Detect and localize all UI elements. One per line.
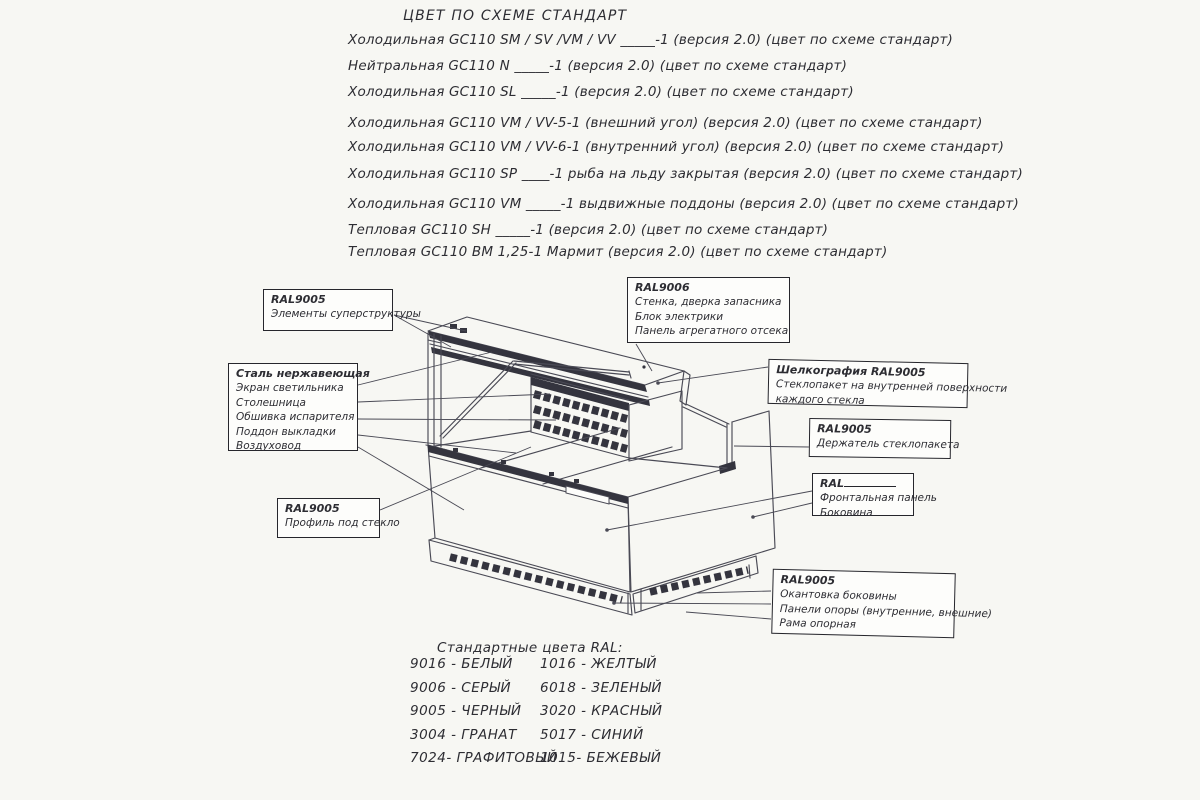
- display-deck: [435, 428, 727, 484]
- callout-header: Шелкография RAL9005: [776, 363, 926, 380]
- callout-silkscreen: [768, 359, 1008, 408]
- ral-color-entry: 6018 - ЗЕЛЕНЫЙ: [540, 679, 662, 696]
- callout-superstructure: [263, 289, 421, 331]
- ral-color-entry: 3020 - КРАСНЫЙ: [540, 703, 663, 720]
- ral-color-entry: 1015- БЕЖЕВЫЙ: [540, 750, 662, 767]
- ral-table-column-1: [410, 653, 557, 771]
- callout-line: Поддон выкладки: [236, 425, 336, 438]
- model-line: Нейтральная GC110 N _____-1 (версия 2.0) (цвет по схеме стандарт): [348, 58, 848, 74]
- model-list: [348, 27, 1023, 265]
- side-panel: [628, 411, 775, 592]
- callout-line: Рама опорная: [779, 617, 857, 632]
- callout-base: [771, 569, 993, 638]
- ral-color-entry: 7024- ГРАФИТОВЫЙ: [410, 750, 558, 767]
- callout-line: Панели опоры (внутренние, внешние): [779, 602, 993, 620]
- callout-rear-unit: [627, 277, 790, 343]
- callout-stainless: [228, 363, 370, 453]
- callout-header: Сталь нержавеющая: [236, 367, 370, 380]
- callout-line: Воздуховод: [236, 440, 302, 453]
- callout-line: Профиль под стекло: [285, 517, 400, 529]
- callout-line: Боковина: [820, 506, 873, 519]
- model-line: Холодильная GC110 SP ____-1 рыба на льду закрытая (версия 2.0) (цвет по схеме стандарт): [348, 166, 1023, 182]
- ral-color-entry: 9016 - БЕЛЫЙ: [410, 656, 513, 672]
- callout-line: Стенка, дверка запасника: [635, 296, 782, 308]
- model-line: Тепловая GC110 ВМ 1,25-1 Мармит (версия 2.0) (цвет по схеме стандарт): [348, 244, 888, 260]
- callout-line: Элементы суперструктуры: [271, 308, 421, 320]
- callout-ral-code: RAL9006: [635, 281, 690, 294]
- model-line: Холодильная GC110 VM _____-1 выдвижные поддоны (версия 2.0) (цвет по схеме стандарт): [348, 196, 1019, 212]
- callout-line: Блок электрики: [635, 310, 724, 323]
- callout-ral-code: RAL: [820, 477, 907, 491]
- side-glass-and-holder: [683, 404, 736, 474]
- model-line: Тепловая GC110 SH _____-1 (версия 2.0) (цвет по схеме стандарт): [348, 222, 829, 238]
- callout-line: Стеклопакет на внутренней поверхности: [775, 378, 1008, 395]
- callout-glass-profile: [277, 498, 400, 538]
- callout-line: Обшивка испарителя: [236, 411, 355, 424]
- callout-line: Экран светильника: [236, 382, 344, 394]
- callout-ral-blank: [812, 473, 937, 519]
- callout-line: каждого стекла: [775, 392, 865, 407]
- ral-table-title: Стандартные цвета RAL:: [437, 640, 623, 656]
- callout-ral-code: RAL9005: [780, 572, 836, 588]
- callout-ral-code: RAL9005: [817, 422, 872, 436]
- ral-table-column-2: [540, 653, 663, 771]
- callout-glass-holder: [809, 418, 960, 459]
- ral-color-entry: 3004 - ГРАНАТ: [410, 726, 517, 743]
- model-line: Холодильная GC110 SL _____-1 (версия 2.0) (цвет по схеме стандарт): [348, 84, 854, 100]
- callout-line: Фронтальная панель: [820, 492, 937, 504]
- callout-ral-code: RAL9005: [285, 502, 340, 515]
- ral-color-entry: 9005 - ЧЕРНЫЙ: [410, 703, 522, 720]
- model-line: Холодильная GC110 VM / VV-6-1 (внутренний угол) (версия 2.0) (цвет по схеме стандарт): [348, 139, 1005, 155]
- callout-line: Держатель стеклопакета: [816, 437, 960, 452]
- ral-blank-line: [844, 477, 896, 487]
- leader-lines: [358, 315, 812, 619]
- ral-color-entry: 1016 - ЖЕЛТЫЙ: [540, 656, 657, 672]
- callout-ral-code: RAL9005: [271, 293, 326, 306]
- model-line: Холодильная GC110 VM / VV-5-1 (внешний угол) (версия 2.0) (цвет по схеме стандарт): [348, 115, 983, 131]
- ral-color-entry: 9006 - СЕРЫЙ: [410, 679, 512, 696]
- callout-line: Панель агрегатного отсека: [635, 325, 789, 338]
- callout-line: Столешница: [236, 396, 306, 409]
- front-panel: [428, 445, 630, 592]
- ral-color-entry: 5017 - СИНИЙ: [540, 726, 644, 743]
- callout-line: Окантовка боковины: [780, 587, 897, 603]
- model-line: Холодильная GC110 SM / SV /VM / VV _____-1 (версия 2.0) (цвет по схеме стандарт): [348, 32, 953, 48]
- page-title: ЦВЕТ ПО СХЕМЕ СТАНДАРТ: [403, 8, 628, 24]
